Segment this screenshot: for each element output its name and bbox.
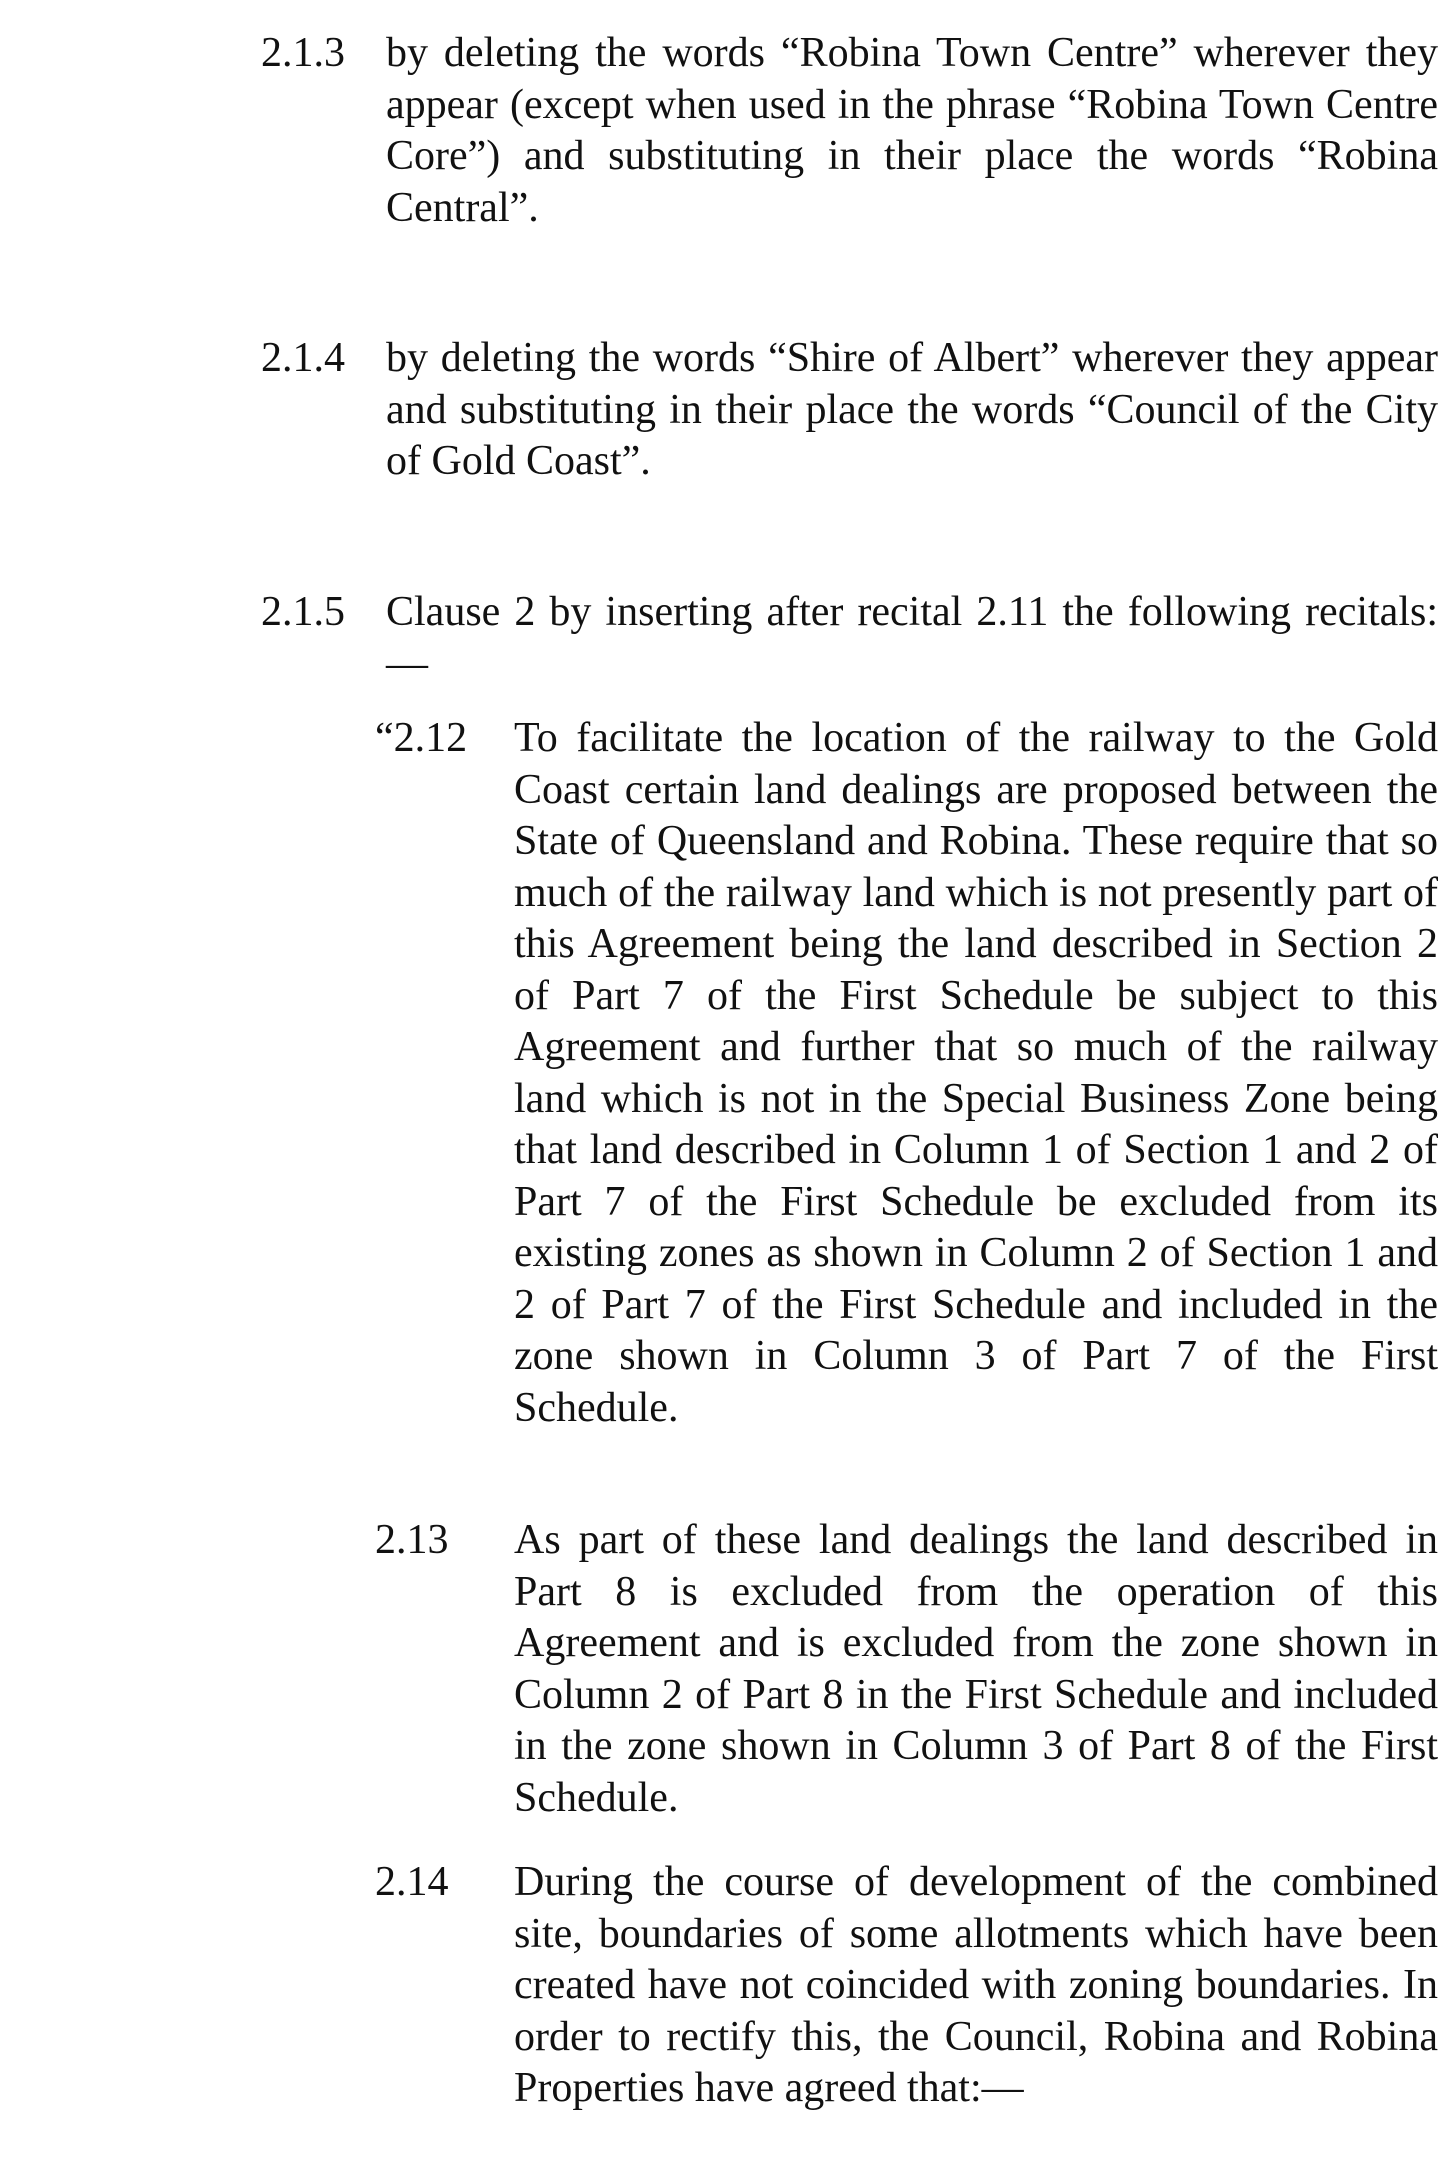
recital-2-14 [375,1857,1438,2115]
clause-2-1-5 [261,587,1438,690]
clause-2-1-3 [261,28,1438,234]
clause-number: 2.1.4 [261,335,345,381]
clause-2-1-4 [261,333,1438,488]
recital-number: 2.13 [375,1517,449,1563]
recital-2-13 [375,1515,1438,1824]
clause-text: by deleting the words “Shire of Albert” wherever they appear and substituting in their place the words “Council of the City of Gold Coast”. [386,335,1438,484]
clause-text: Clause 2 by inserting after recital 2.11 the following recitals:— [386,589,1438,687]
clause-number: 2.1.5 [261,589,345,635]
recital-number: 2.14 [375,1859,449,1905]
recital-text: As part of these land dealings the land described in Part 8 is excluded from the operation of this Agreement and is excluded from the zone shown in Column 2 of Part 8 in the First Schedule and included in the zone shown in Column 3 of Part 8 of the First Schedule. [514,1517,1438,1821]
recital-text: To facilitate the location of the railway to the Gold Coast certain land dealings are proposed between the State of Queensland and Robina. These require that so much of the railway land which is not presently part of this Agreement being the land described in Section 2 of Part 7 of the First Schedule be subject to this Agreement and further that so much of the railway land which is not in the Special Business Zone being that land described in Column 1 of Section 1 and 2 of Part 7 of the First Schedule be excluded from its existing zones as shown in Column 2 of Section 1 and 2 of Part 7 of the First Schedule and included in the zone shown in Column 3 of Part 7 of the First Schedule. [514,715,1438,1431]
recital-2-12 [375,713,1438,1434]
clause-text: by deleting the words “Robina Town Centre” wherever they appear (except when used in the phrase “Robina Town Centre Core”) and substituting in their place the words “Robina Central”. [386,30,1438,231]
recital-text: During the course of development of the combined site, boundaries of some allotments which have been created have not coincided with zoning boundaries. In order to rectify this, the Council, Robina and Robina Properties have agreed that:— [514,1859,1438,2111]
clause-number: 2.1.3 [261,30,345,76]
recital-number: “2.12 [375,715,468,761]
